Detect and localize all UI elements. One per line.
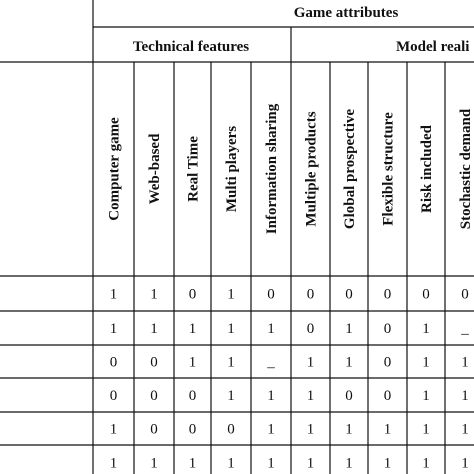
table-cell: 0 xyxy=(150,421,158,438)
table-cell: 1 xyxy=(188,455,197,472)
column-header: Computer game xyxy=(106,117,123,221)
table-cell: 0 xyxy=(345,388,353,404)
table-cell: 0 xyxy=(188,421,197,438)
table-cell: 1 xyxy=(345,455,353,472)
table-cell: 1 xyxy=(306,421,315,438)
column-header: Flexible structure xyxy=(380,112,397,226)
table-cell: 0 xyxy=(150,388,158,404)
table-cell: 0 xyxy=(383,354,392,371)
table-cell: 1 xyxy=(383,455,392,472)
table-cell: 0 xyxy=(422,286,430,303)
table-cell: 0 xyxy=(150,354,158,371)
table-cell: 1 xyxy=(109,421,118,438)
table-cell: 1 xyxy=(461,455,469,472)
table-cell: 1 xyxy=(267,421,275,438)
table-cell: 0 xyxy=(461,286,469,303)
table-cell: 0 xyxy=(383,321,392,337)
table-cell: 1 xyxy=(227,388,235,404)
table-cell: 1 xyxy=(188,321,197,337)
table-cell: 1 xyxy=(383,421,392,438)
table-cell: 0 xyxy=(188,286,197,303)
table-cell: 1 xyxy=(150,321,158,337)
table-cell: 1 xyxy=(422,354,430,371)
table-cell: 1 xyxy=(461,421,469,438)
table-cell: 0 xyxy=(227,421,235,438)
table-cell: 0 xyxy=(306,321,315,337)
table-cell: 1 xyxy=(267,388,275,404)
table-cell: _ xyxy=(267,354,275,371)
table-cell: 1 xyxy=(227,455,235,472)
group-header: Game attributes xyxy=(293,5,399,21)
column-header: Web-based xyxy=(147,133,163,205)
table-cell: 0 xyxy=(383,286,392,303)
table-cell: 1 xyxy=(422,455,430,472)
table-cell: 1 xyxy=(345,421,353,438)
table-cell: 0 xyxy=(109,354,118,371)
table-cell: 1 xyxy=(306,455,315,472)
table-cell: 1 xyxy=(267,321,275,337)
table-cell: 0 xyxy=(383,388,392,404)
table-cell: 1 xyxy=(345,321,353,337)
table-cell: 1 xyxy=(227,286,235,303)
table-cell: 0 xyxy=(306,286,315,303)
table-cell: 1 xyxy=(150,455,158,472)
subgroup-model-realism: Model reali xyxy=(396,39,470,55)
table-cell: 1 xyxy=(227,354,235,371)
column-header: Information sharing xyxy=(264,103,280,235)
table-cell: 1 xyxy=(109,455,118,472)
table-cell: 1 xyxy=(227,321,235,337)
table-cell: 1 xyxy=(188,354,197,371)
subgroup-technical-features: Technical features xyxy=(132,39,250,55)
column-header: Real Time xyxy=(185,136,202,202)
table-cell: 1 xyxy=(345,354,353,371)
table-cell: 1 xyxy=(422,388,430,404)
table-cell: 1 xyxy=(267,455,275,472)
table-cell: 0 xyxy=(267,286,275,303)
table-cell: 1 xyxy=(109,321,118,337)
table-cell: 1 xyxy=(422,321,430,337)
table-cell: 1 xyxy=(422,421,430,438)
column-header: Multi players xyxy=(224,125,240,213)
table-cell: 1 xyxy=(461,388,469,404)
column-header: Stochastic demand xyxy=(458,108,474,230)
column-header: Global prospective xyxy=(342,108,358,230)
table-cell: 0 xyxy=(188,388,197,404)
column-header: Multiple products xyxy=(303,111,320,227)
table-cell: 1 xyxy=(150,286,158,303)
table-cell: _ xyxy=(461,321,469,337)
table-cell: 1 xyxy=(109,286,118,303)
table-cell: 0 xyxy=(109,388,118,404)
column-header: Risk included xyxy=(419,125,435,213)
table-cell: 1 xyxy=(461,354,469,371)
table-cell: 0 xyxy=(345,286,353,303)
table-cell: 1 xyxy=(306,354,315,371)
table-cell: 1 xyxy=(306,388,315,404)
